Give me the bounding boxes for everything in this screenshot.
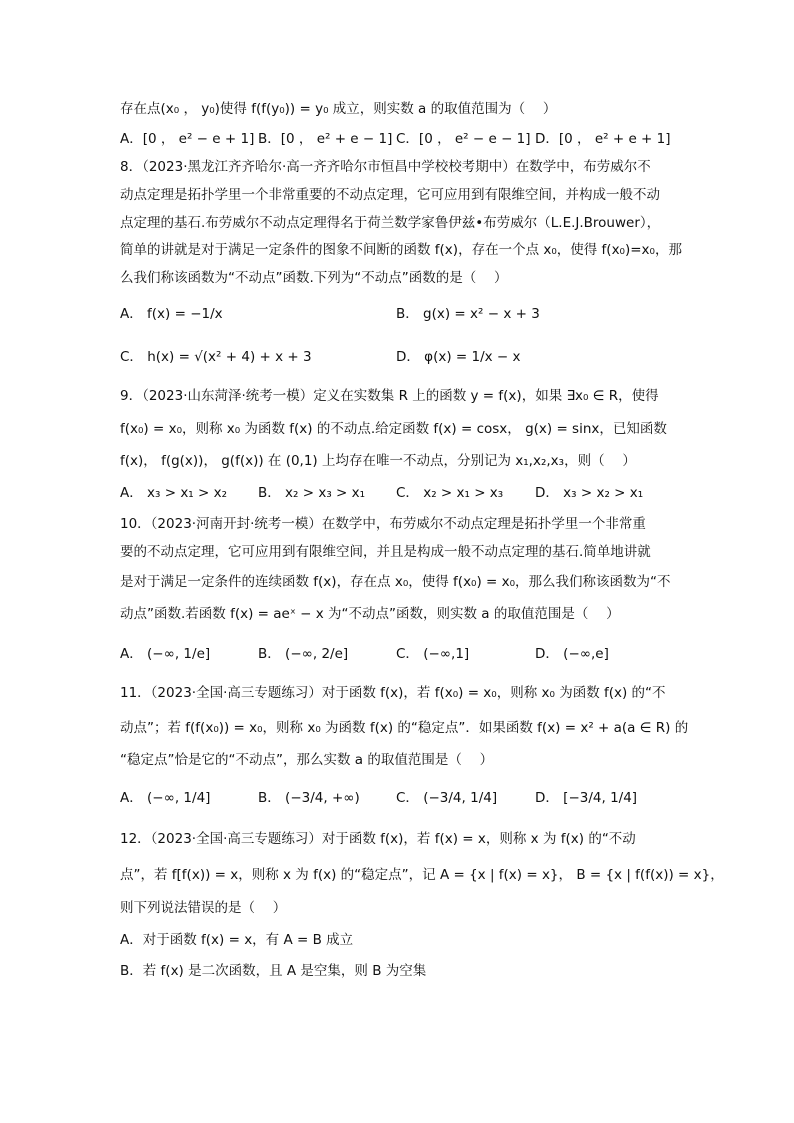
q8-option-a: A． f(x) = −1/x	[120, 306, 223, 322]
q12-option-b: B．若 f(x) 是二次函数，且 A 是空集，则 B 为空集	[120, 963, 427, 979]
q11-option-c: C． (−3/4, 1/4]	[396, 790, 498, 806]
q8-option-d: D． φ(x) = 1/x − x	[396, 349, 521, 365]
q11-option-b: B． (−3/4, +∞)	[258, 790, 360, 806]
q9-option-b: B． x₂ > x₃ > x₁	[258, 485, 366, 501]
q8-option-b: B． g(x) = x² − x + 3	[396, 306, 540, 322]
q11-line-1: 11．（2023·全国·高三专题练习）对于函数 f(x)，若 f(x₀) = x₀，则称 x₀ 为函数 f(x) 的“不	[120, 685, 666, 701]
q7-option-d: D．[0 ， e² + e + 1]	[535, 131, 671, 147]
q10-option-a: A． (−∞, 1/e]	[120, 646, 211, 662]
q9-option-d: D． x₃ > x₂ > x₁	[535, 485, 644, 501]
q10-line-2: 要的不动点定理，它可应用到有限维空间，并且是构成一般不动点定理的基石.简单地讲就	[120, 544, 651, 560]
q8-line-3: 点定理的基石.布劳威尔不动点定理得名于荷兰数学家鲁伊兹•布劳威尔（L.E.J.Brouwer），	[120, 215, 661, 231]
q11-line-3: “稳定点”恰是它的“不动点”，那么实数 a 的取值范围是（ ）	[120, 752, 494, 768]
q10-option-b: B． (−∞, 2/e]	[258, 646, 349, 662]
q9-line-1: 9．（2023·山东菏泽·统考一模）定义在实数集 R 上的函数 y = f(x)，如果 ∃x₀ ∈ R，使得	[120, 388, 659, 404]
q7-option-c: C．[0 ， e² − e − 1]	[396, 131, 531, 147]
q7-option-b: B．[0 ， e² + e − 1]	[258, 131, 393, 147]
q8-option-c: C． h(x) = √(x² + 4) + x + 3	[120, 349, 312, 365]
q8-line-2: 动点定理是拓扑学里一个非常重要的不动点定理，它可应用到有限维空间，并构成一般不动	[120, 187, 660, 203]
q10-option-c: C． (−∞,1]	[396, 646, 470, 662]
q8-line-4: 简单的讲就是对于满足一定条件的图象不间断的函数 f(x)，存在一个点 x₀，使得 f(x₀)=x₀，那	[120, 242, 682, 258]
q9-line-3: f(x)， f(g(x))， g(f(x)) 在 (0,1) 上均存在唯一不动点，分别记为 x₁,x₂,x₃，则（ ）	[120, 453, 636, 469]
q11-option-d: D． [−3/4, 1/4]	[535, 790, 638, 806]
q10-line-3: 是对于满足一定条件的连续函数 f(x)，存在点 x₀，使得 f(x₀) = x₀，那么我们称该函数为“不	[120, 574, 671, 590]
q9-option-a: A． x₃ > x₁ > x₂	[120, 485, 228, 501]
q10-line-1: 10．（2023·河南开封·统考一模）在数学中，布劳威尔不动点定理是拓扑学里一个非常重	[120, 516, 646, 532]
q11-line-2: 动点”；若 f(f(x₀)) = x₀，则称 x₀ 为函数 f(x) 的“稳定点”．如果函数 f(x) = x² + a(a ∈ R) 的	[120, 720, 689, 736]
q7-stem-tail: 存在点(x₀ ， y₀)使得 f(f(y₀)) = y₀ 成立，则实数 a 的取值范围为（ ）	[120, 101, 557, 117]
q12-line-3: 则下列说法错误的是（ ）	[120, 900, 287, 916]
q9-option-c: C． x₂ > x₁ > x₃	[396, 485, 504, 501]
q12-line-1: 12．（2023·全国·高三专题练习）对于函数 f(x)，若 f(x) = x，则称 x 为 f(x) 的“不动	[120, 831, 636, 847]
q7-option-a: A．[0 ， e² − e + 1]	[120, 131, 255, 147]
q8-line-1: 8．（2023·黑龙江齐齐哈尔·高一齐齐哈尔市恒昌中学校校考期中）在数学中，布劳威尔不	[120, 159, 651, 175]
q9-line-2: f(x₀) = x₀，则称 x₀ 为函数 f(x) 的不动点.给定函数 f(x) = cosx， g(x) = sinx，已知函数	[120, 421, 667, 437]
q10-option-d: D． (−∞,e]	[535, 646, 609, 662]
q12-option-a: A．对于函数 f(x) = x，有 A = B 成立	[120, 932, 354, 948]
q10-line-4: 动点”函数.若函数 f(x) = aeˣ − x 为“不动点”函数，则实数 a 的取值范围是（ ）	[120, 606, 620, 622]
q11-option-a: A． (−∞, 1/4]	[120, 790, 211, 806]
q8-line-5: 么我们称该函数为“不动点”函数.下列为“不动点”函数的是（ ）	[120, 270, 508, 286]
q12-line-2: 点”，若 f[f(x)) = x，则称 x 为 f(x) 的“稳定点”，记 A = {x | f(x) = x}， B = {x | f(f(x)) = x}，	[120, 867, 724, 883]
